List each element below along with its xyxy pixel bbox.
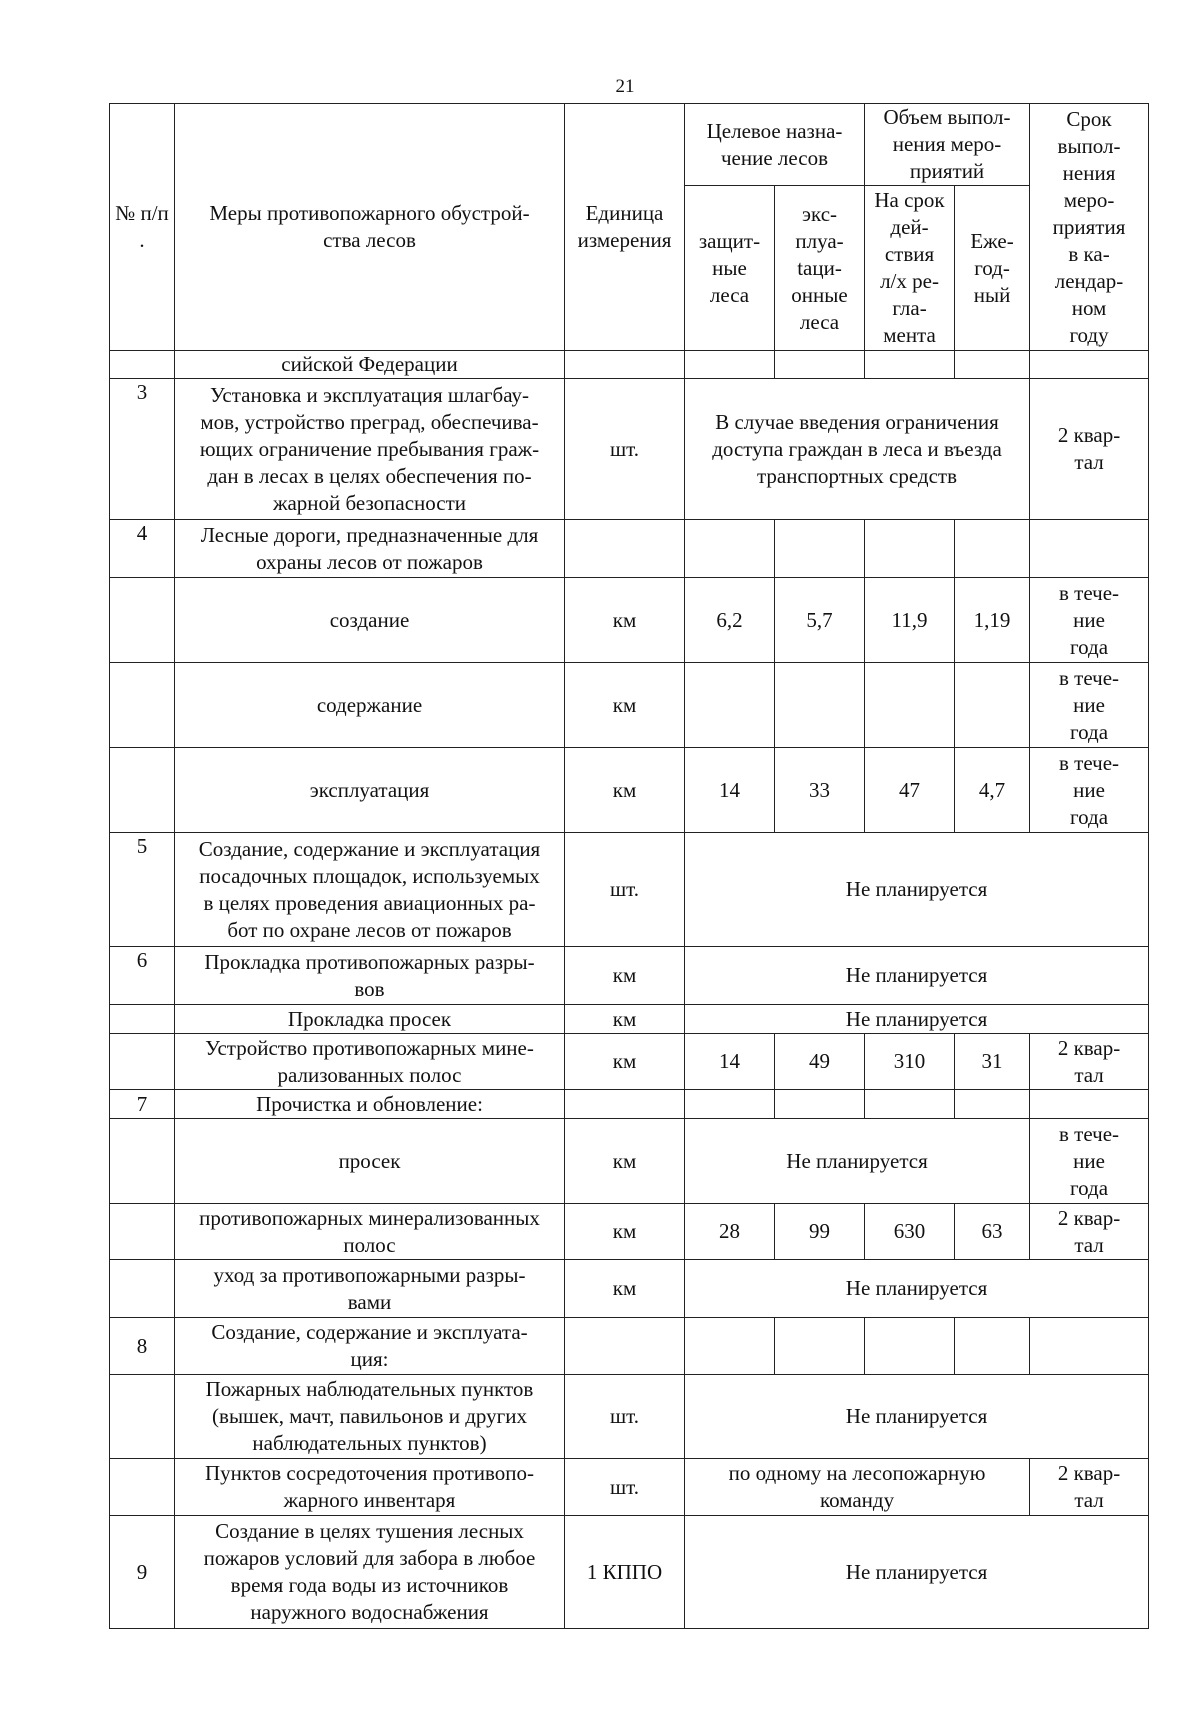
unit-cell: шт. bbox=[565, 1459, 685, 1516]
merged-cell: В случае введения ограничения доступа граждан в леса и въезда транспортных средств bbox=[685, 379, 1030, 520]
merged-cell: Не планируется bbox=[685, 1119, 1030, 1204]
exploitation-cell bbox=[775, 351, 865, 379]
exploitation-cell: 33 bbox=[775, 748, 865, 833]
exploitation-cell bbox=[775, 663, 865, 748]
annual-cell: 4,7 bbox=[955, 748, 1030, 833]
num-cell bbox=[110, 748, 175, 833]
annual-cell: 63 bbox=[955, 1204, 1030, 1260]
protective-cell: 14 bbox=[685, 1034, 775, 1090]
protective-cell: 28 bbox=[685, 1204, 775, 1260]
merged-cell: по одному на лесопожарную команду bbox=[685, 1459, 1030, 1516]
header-term: Срок выпол- нения меро- приятия в ка- лендар- ном году bbox=[1030, 104, 1149, 351]
measure-cell: Создание в целях тушения лесных пожаров условий для забора в любое время года воды из источников наружного водоснабжения bbox=[175, 1516, 565, 1629]
table-row bbox=[110, 663, 1149, 748]
measure-cell: содержание bbox=[175, 663, 565, 748]
table-row bbox=[110, 1034, 1149, 1090]
exploitation-cell: 5,7 bbox=[775, 578, 865, 663]
merged-cell: Не планируется bbox=[685, 1005, 1149, 1034]
measure-cell: противопожарных минерализованных полос bbox=[175, 1204, 565, 1260]
unit-cell: км bbox=[565, 1260, 685, 1318]
period-cell bbox=[865, 351, 955, 379]
annual-cell: 31 bbox=[955, 1034, 1030, 1090]
term-cell: в тече- ние года bbox=[1030, 1119, 1149, 1204]
measure-cell: Устройство противопожарных мине- рализованных полос bbox=[175, 1034, 565, 1090]
unit-cell: км bbox=[565, 947, 685, 1005]
header-exploitation: экс- плуа- tаци- онные леса bbox=[775, 186, 865, 351]
num-cell bbox=[110, 1119, 175, 1204]
unit-cell: шт. bbox=[565, 833, 685, 947]
table-row bbox=[110, 1318, 1149, 1375]
exploitation-cell bbox=[775, 520, 865, 578]
term-cell: 2 квар- тал bbox=[1030, 1459, 1149, 1516]
header-measure: Меры противопожарного обустрой- ства лесов bbox=[175, 104, 565, 351]
header-volume: Объем выпол- нения меро- приятий bbox=[865, 104, 1030, 186]
unit-cell bbox=[565, 1318, 685, 1375]
header-period: На срок дей- ствия л/х ре- гла- мента bbox=[865, 186, 955, 351]
table-row bbox=[110, 1260, 1149, 1318]
num-cell bbox=[110, 1005, 175, 1034]
exploitation-cell bbox=[775, 1318, 865, 1375]
num-cell: 3 bbox=[110, 379, 175, 520]
protective-cell bbox=[685, 351, 775, 379]
num-cell bbox=[110, 351, 175, 379]
table-row bbox=[110, 1516, 1149, 1629]
period-cell bbox=[865, 1318, 955, 1375]
annual-cell bbox=[955, 351, 1030, 379]
unit-cell: км bbox=[565, 578, 685, 663]
num-cell bbox=[110, 578, 175, 663]
merged-cell: Не планируется bbox=[685, 1260, 1149, 1318]
table-row bbox=[110, 520, 1149, 578]
measure-cell: создание bbox=[175, 578, 565, 663]
term-cell: в тече- ние года bbox=[1030, 663, 1149, 748]
term-cell: 2 квар- тал bbox=[1030, 379, 1149, 520]
unit-cell: 1 КППО bbox=[565, 1516, 685, 1629]
unit-cell bbox=[565, 1090, 685, 1119]
fire-prevention-table bbox=[109, 103, 1149, 1629]
unit-cell: шт. bbox=[565, 379, 685, 520]
unit-cell: км bbox=[565, 748, 685, 833]
term-cell: 2 квар- тал bbox=[1030, 1204, 1149, 1260]
table-row bbox=[110, 833, 1149, 947]
measure-cell: уход за противопожарными разры- вами bbox=[175, 1260, 565, 1318]
table-row bbox=[110, 1375, 1149, 1459]
num-cell bbox=[110, 1459, 175, 1516]
num-cell: 4 bbox=[110, 520, 175, 578]
unit-cell: км bbox=[565, 1119, 685, 1204]
term-cell bbox=[1030, 520, 1149, 578]
annual-cell bbox=[955, 1318, 1030, 1375]
table-row bbox=[110, 947, 1149, 1005]
merged-cell: Не планируется bbox=[685, 1375, 1149, 1459]
num-cell bbox=[110, 663, 175, 748]
table-row bbox=[110, 379, 1149, 520]
protective-cell bbox=[685, 1090, 775, 1119]
table-row bbox=[110, 351, 1149, 379]
merged-cell: Не планируется bbox=[685, 1516, 1149, 1629]
header-unit: Единица измерения bbox=[565, 104, 685, 351]
measure-cell: Пожарных наблюдательных пунктов (вышек, мачт, павильонов и других наблюдательных пунктов) bbox=[175, 1375, 565, 1459]
annual-cell bbox=[955, 520, 1030, 578]
table-row bbox=[110, 1204, 1149, 1260]
header-purpose: Целевое назна- чение лесов bbox=[685, 104, 865, 186]
term-cell: в тече- ние года bbox=[1030, 578, 1149, 663]
unit-cell: км bbox=[565, 1034, 685, 1090]
measure-cell: Установка и эксплуатация шлагбау- мов, устройство преград, обеспечива- ющих ограничение пребывания граж- дан в лесах в целях обеспечения по- жарной безопасности bbox=[175, 379, 565, 520]
annual-cell bbox=[955, 663, 1030, 748]
period-cell: 47 bbox=[865, 748, 955, 833]
term-cell: в тече- ние года bbox=[1030, 748, 1149, 833]
exploitation-cell bbox=[775, 1090, 865, 1119]
protective-cell bbox=[685, 663, 775, 748]
term-cell bbox=[1030, 1090, 1149, 1119]
annual-cell bbox=[955, 1090, 1030, 1119]
period-cell: 310 bbox=[865, 1034, 955, 1090]
measure-cell: Прокладка противопожарных разры- вов bbox=[175, 947, 565, 1005]
num-cell bbox=[110, 1204, 175, 1260]
period-cell bbox=[865, 663, 955, 748]
merged-cell: Не планируется bbox=[685, 833, 1149, 947]
page-number: 21 bbox=[615, 76, 635, 97]
table-row bbox=[110, 1090, 1149, 1119]
header-num: № п/п . bbox=[110, 104, 175, 351]
unit-cell bbox=[565, 351, 685, 379]
unit-cell: км bbox=[565, 1204, 685, 1260]
table-row bbox=[110, 578, 1149, 663]
num-cell bbox=[110, 1375, 175, 1459]
period-cell: 630 bbox=[865, 1204, 955, 1260]
measure-cell: Прочистка и обновление: bbox=[175, 1090, 565, 1119]
protective-cell: 6,2 bbox=[685, 578, 775, 663]
measure-cell: просек bbox=[175, 1119, 565, 1204]
term-cell bbox=[1030, 351, 1149, 379]
period-cell bbox=[865, 1090, 955, 1119]
table-row bbox=[110, 1119, 1149, 1204]
measure-cell: Создание, содержание и эксплуата- ция: bbox=[175, 1318, 565, 1375]
measure-cell: Прокладка просек bbox=[175, 1005, 565, 1034]
period-cell: 11,9 bbox=[865, 578, 955, 663]
unit-cell: км bbox=[565, 1005, 685, 1034]
protective-cell bbox=[685, 1318, 775, 1375]
num-cell: 9 bbox=[110, 1516, 175, 1629]
num-cell: 8 bbox=[110, 1318, 175, 1375]
measure-cell: Пунктов сосредоточения противопо- жарного инвентаря bbox=[175, 1459, 565, 1516]
exploitation-cell: 99 bbox=[775, 1204, 865, 1260]
num-cell: 5 bbox=[110, 833, 175, 947]
measure-cell: эксплуатация bbox=[175, 748, 565, 833]
table-row bbox=[110, 1459, 1149, 1516]
protective-cell: 14 bbox=[685, 748, 775, 833]
merged-cell: Не планируется bbox=[685, 947, 1149, 1005]
unit-cell: шт. bbox=[565, 1375, 685, 1459]
header-annual: Еже- год- ный bbox=[955, 186, 1030, 351]
table-row bbox=[110, 748, 1149, 833]
num-cell bbox=[110, 1034, 175, 1090]
exploitation-cell: 49 bbox=[775, 1034, 865, 1090]
term-cell bbox=[1030, 1318, 1149, 1375]
header-protective: защит- ные леса bbox=[685, 186, 775, 351]
num-cell: 6 bbox=[110, 947, 175, 1005]
unit-cell: км bbox=[565, 663, 685, 748]
measure-cell: сийской Федерации bbox=[175, 351, 565, 379]
protective-cell bbox=[685, 520, 775, 578]
table-row bbox=[110, 1005, 1149, 1034]
period-cell bbox=[865, 520, 955, 578]
measure-cell: Создание, содержание и эксплуатация посадочных площадок, используемых в целях проведения авиационных ра- бот по охране лесов от пожаров bbox=[175, 833, 565, 947]
unit-cell bbox=[565, 520, 685, 578]
num-cell: 7 bbox=[110, 1090, 175, 1119]
annual-cell: 1,19 bbox=[955, 578, 1030, 663]
measure-cell: Лесные дороги, предназначенные для охраны лесов от пожаров bbox=[175, 520, 565, 578]
term-cell: 2 квар- тал bbox=[1030, 1034, 1149, 1090]
num-cell bbox=[110, 1260, 175, 1318]
